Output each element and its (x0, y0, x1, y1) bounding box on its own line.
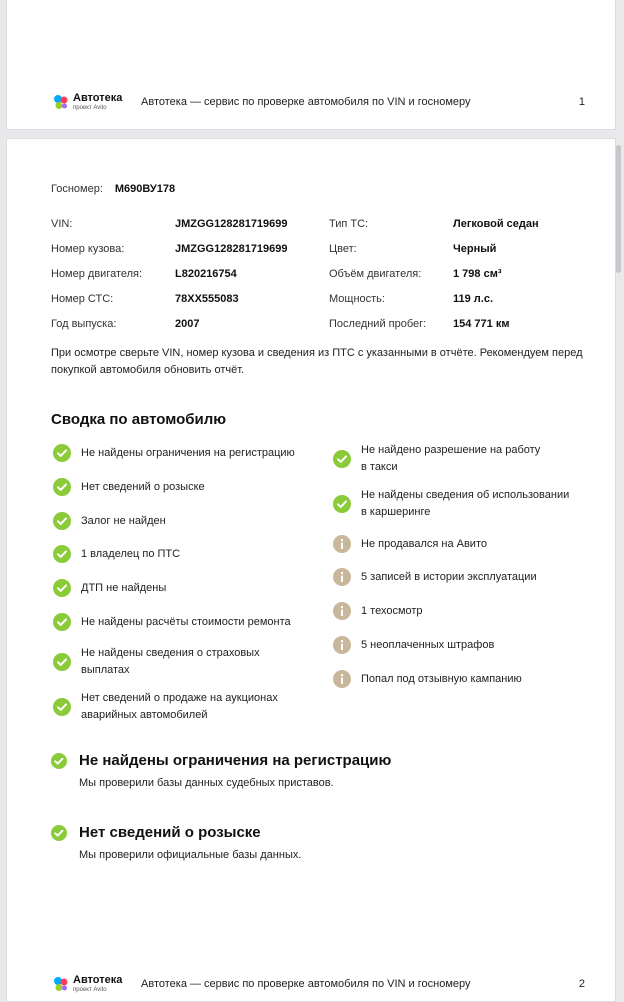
spec-label: Номер СТС: (51, 293, 114, 305)
detail-description: Мы проверили официальные базы данных. (79, 849, 302, 861)
summary-text-line: в каршеринге (361, 506, 431, 518)
autoteka-logo (53, 975, 133, 993)
autoteka-logo-icon (53, 94, 69, 110)
check-icon (53, 478, 71, 496)
detail-section-wanted (51, 824, 591, 861)
logo-subtitle: проект Avito (73, 105, 107, 111)
summary-item (333, 602, 603, 620)
summary-item (333, 636, 603, 654)
summary-text-line: Не найдены сведения о страховых (81, 647, 260, 659)
detail-title: Нет сведений о розыске (79, 824, 261, 841)
autoteka-logo (53, 93, 133, 111)
summary-item (53, 613, 323, 631)
summary-item (53, 512, 323, 530)
summary-item (53, 478, 323, 496)
spec-value: Черный (453, 243, 497, 255)
spec-label: Номер двигателя: (51, 268, 143, 280)
inspection-note: При осмотре сверьте VIN, номер кузова и сведения из ПТС с указанными в отчёте. Рекомендуем перед покупкой автомобиля обновить отчёт. (51, 347, 583, 376)
summary-text-line: в такси (361, 461, 398, 473)
plate-label: Госномер: (51, 183, 103, 195)
check-icon (53, 444, 71, 462)
spec-row (51, 318, 571, 343)
specs-table (51, 218, 571, 343)
check-icon (53, 579, 71, 597)
check-icon (53, 698, 71, 716)
spec-label: VIN: (51, 218, 73, 230)
plate-value: М690ВУ178 (114, 183, 176, 195)
logo-subtitle: проект Avito (73, 987, 107, 993)
logo-name: Автотека (73, 92, 123, 104)
check-icon (51, 825, 67, 841)
info-icon (333, 602, 351, 620)
info-icon (333, 670, 351, 688)
detail-title: Не найдены ограничения на регистрацию (79, 752, 392, 769)
spec-row (51, 243, 571, 268)
summary-text-line: 1 владелец по ПТС (81, 547, 181, 560)
summary-item (333, 568, 603, 586)
summary-item (333, 670, 603, 688)
page-number: 2 (578, 978, 585, 990)
summary-text-line: Нет сведений о розыске (81, 480, 205, 493)
spec-label: Год выпуска: (51, 318, 117, 330)
plate-row (51, 183, 175, 195)
check-icon (333, 450, 351, 468)
report-page-2 (6, 138, 616, 1002)
summary-item (53, 545, 323, 563)
check-icon (53, 545, 71, 563)
page-footer (53, 969, 585, 999)
page-footer (53, 87, 585, 117)
spec-label: Цвет: (329, 243, 357, 255)
summary-item (53, 579, 323, 597)
summary-text-line: выплатах (81, 664, 130, 676)
spec-row (51, 268, 571, 293)
summary-item (53, 444, 323, 462)
info-icon (333, 535, 351, 553)
summary-text-line: аварийных автомобилей (81, 709, 208, 721)
summary-item (53, 645, 323, 679)
summary-item (333, 535, 603, 553)
summary-text-line: 5 записей в истории эксплуатации (361, 570, 537, 583)
spec-value: 1 798 см³ (453, 268, 502, 280)
summary-text-line: Не найдены ограничения на регистрацию (81, 446, 295, 459)
summary-text-line: Нет сведений о продаже на аукционах (81, 692, 278, 704)
spec-value: 154 771 км (453, 318, 510, 330)
check-icon (53, 512, 71, 530)
summary-text-line: Не найдены расчёты стоимости ремонта (81, 615, 291, 628)
spec-label: Тип ТС: (329, 218, 369, 230)
spec-label: Номер кузова: (51, 243, 125, 255)
check-icon (53, 653, 71, 671)
summary-title: Сводка по автомобилю (51, 411, 227, 428)
summary-text-line: Попал под отзывную кампанию (361, 672, 522, 685)
spec-label: Последний пробег: (329, 318, 427, 330)
spec-value: JMZGG128281719699 (175, 243, 288, 255)
summary-item (53, 690, 323, 724)
spec-value: 78XX555083 (175, 293, 239, 305)
detail-description: Мы проверили базы данных судебных приставов. (79, 777, 334, 789)
info-icon (333, 636, 351, 654)
summary-text-line: ДТП не найдены (81, 581, 167, 594)
summary-item (333, 487, 603, 521)
spec-value: Легковой седан (453, 218, 539, 230)
summary-text-line: Залог не найден (81, 514, 166, 527)
report-page-1 (6, 0, 616, 130)
summary-text-line: 5 неоплаченных штрафов (361, 638, 495, 651)
detail-section-registration (51, 752, 591, 789)
spec-row (51, 293, 571, 318)
footer-text: Автотека — сервис по проверке автомобиля по VIN и госномеру (141, 96, 471, 108)
spec-label: Мощность: (329, 293, 385, 305)
footer-text: Автотека — сервис по проверке автомобиля по VIN и госномеру (141, 978, 471, 990)
check-icon (51, 753, 67, 769)
spec-row (51, 218, 571, 243)
spec-value: 2007 (175, 318, 200, 330)
summary-text-line: Не найдено разрешение на работу (361, 444, 541, 456)
spec-value: 119 л.с. (453, 293, 494, 305)
scrollbar-thumb[interactable] (616, 145, 621, 273)
check-icon (53, 613, 71, 631)
summary-text-line: Не найдены сведения об использовании (361, 489, 570, 501)
info-icon (333, 568, 351, 586)
spec-value: JMZGG128281719699 (175, 218, 288, 230)
summary-text-line: 1 техосмотр (361, 604, 423, 617)
summary-item (333, 442, 603, 476)
spec-value: L820216754 (175, 268, 237, 280)
autoteka-logo-icon (53, 976, 69, 992)
check-icon (333, 495, 351, 513)
spec-label: Объём двигателя: (329, 268, 422, 280)
summary-text-line: Не продавался на Авито (361, 537, 487, 550)
page-number: 1 (578, 96, 585, 108)
logo-name: Автотека (73, 974, 123, 986)
